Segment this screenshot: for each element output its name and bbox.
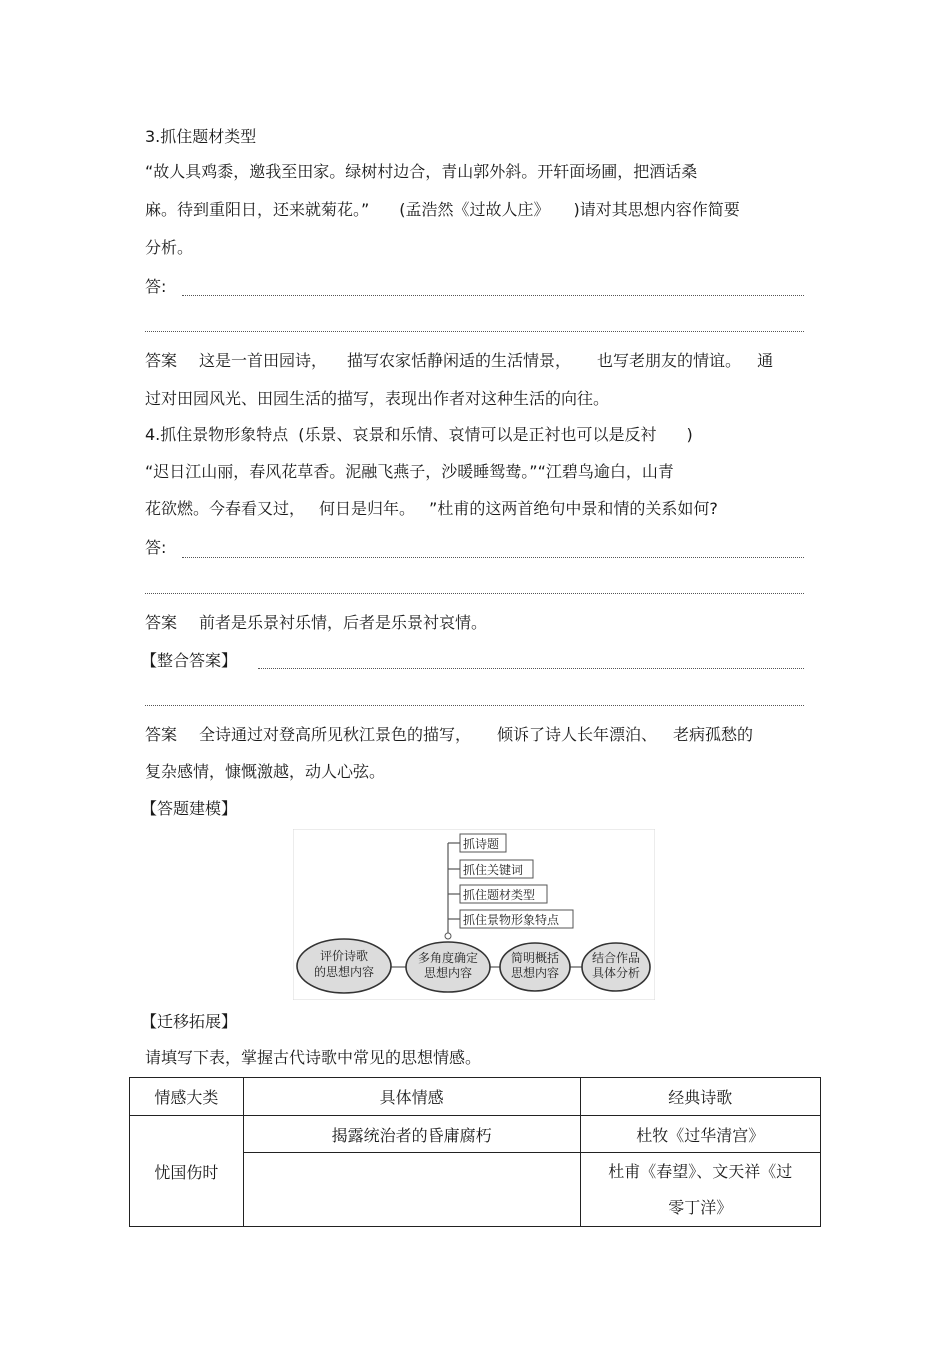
answer-text: 前者是乐景衬乐情，后者是乐景衬哀情。 xyxy=(199,613,488,632)
answer-blank-line[interactable] xyxy=(145,331,804,332)
section3-answer-line2: 过对田园风光、田园生活的描写，表现出作者对这种生活的向往。 xyxy=(145,389,610,408)
poem-text: 花欲燃。今春看又过， xyxy=(145,499,306,518)
question-text: ”杜甫的这两首绝句中景和情的关系如何? xyxy=(429,499,718,518)
heading-close: ) xyxy=(686,425,693,444)
node-evaluate-line1: 评价诗歌 xyxy=(319,949,369,963)
node-analyze-line2: 具体分析 xyxy=(591,966,641,980)
table-emotion-blank[interactable] xyxy=(243,1153,580,1227)
model-heading: 【答题建模】 xyxy=(141,799,238,818)
heading-text: 4.抓住景物形象特点 xyxy=(145,425,289,444)
branch-label: 抓住题材类型 xyxy=(463,888,536,902)
extension-intro: 请填写下表，掌握古代诗歌中常见的思想情感。 xyxy=(145,1048,482,1067)
section3-poem-line3: 分析。 xyxy=(145,238,194,257)
poem-source: (孟浩然《过故人庄》 xyxy=(399,200,550,219)
section3-answer-prompt: 答: xyxy=(145,277,167,296)
table-header-cell: 经典诗歌 xyxy=(580,1078,820,1116)
node-summarize-line1: 简明概括 xyxy=(510,951,560,965)
table-row xyxy=(130,1116,821,1153)
table-header-cell: 具体情感 xyxy=(243,1078,580,1116)
section4-answer-prompt: 答: xyxy=(145,538,167,557)
answer-blank-line[interactable] xyxy=(258,668,804,669)
branch-label: 抓住关键词 xyxy=(463,863,524,877)
answer-blank-line[interactable] xyxy=(182,295,804,296)
answer-text: 老病孤愁的 xyxy=(673,725,754,744)
emotion-table xyxy=(129,1077,821,1227)
answer-text: 全诗通过对登高所见秋江景色的描写， xyxy=(199,725,472,744)
section4-answer xyxy=(145,613,487,633)
poem-text: 麻。待到重阳日，还来就菊花。” xyxy=(145,200,370,219)
section3-poem-line2 xyxy=(145,200,740,220)
table-header-cell: 情感大类 xyxy=(130,1078,244,1116)
extension-heading: 【迁移拓展】 xyxy=(141,1012,238,1031)
question-text: )请对其思想内容作简要 xyxy=(573,200,740,219)
answer-text: 描写农家恬静闲适的生活情景， xyxy=(347,351,572,370)
node-determine-line2: 思想内容 xyxy=(423,966,473,980)
section4-poem-line1: “迟日江山丽，春风花草香。泥融飞燕子，沙暖睡鸳鸯。”“江碧鸟逾白，山青 xyxy=(145,462,674,481)
junction-dot xyxy=(445,933,451,939)
poem-line: 零丁洋》 xyxy=(668,1197,733,1217)
answer-label: 答案 xyxy=(145,351,178,370)
section3-heading: 3.抓住题材类型 xyxy=(145,127,257,146)
table-emotion-cell: 揭露统治者的昏庸腐朽 xyxy=(243,1116,580,1153)
heading-note: (乐景、哀景和乐情、哀情可以是正衬也可以是反衬 xyxy=(298,425,657,444)
answer-blank-line[interactable] xyxy=(182,557,804,558)
answer-text: 也写老朋友的情谊。 xyxy=(597,351,742,370)
branch-label: 抓住景物形象特点 xyxy=(463,913,560,927)
section3-poem-line1: “故人具鸡黍，邀我至田家。绿树村边合，青山郭外斜。开轩面场圃，把酒话桑 xyxy=(145,162,698,181)
table-category-cell: 忧国伤时 xyxy=(130,1116,244,1227)
node-determine-line1: 多角度确定 xyxy=(417,951,479,965)
poem-text: 何日是归年。 xyxy=(319,499,416,518)
integrated-answer-line2: 复杂感情，慷慨激越，动人心弦。 xyxy=(145,762,386,781)
answer-blank-line[interactable] xyxy=(145,593,804,594)
answer-model-diagram xyxy=(293,829,655,1000)
answer-label: 答案 xyxy=(145,613,178,632)
section3-answer-line1 xyxy=(145,351,773,371)
node-evaluate-line2: 的思想内容 xyxy=(313,965,375,979)
answer-label: 答案 xyxy=(145,725,178,744)
integrated-heading: 【整合答案】 xyxy=(141,651,238,670)
node-analyze-line1: 结合作品 xyxy=(591,951,641,965)
table-poem-cell: 杜牧《过华清宫》 xyxy=(580,1116,820,1153)
branch-label: 抓诗题 xyxy=(463,837,500,851)
answer-blank-line[interactable] xyxy=(145,705,804,706)
integrated-answer-line1 xyxy=(145,725,753,745)
table-poem-cell xyxy=(580,1153,820,1227)
section4-heading xyxy=(145,425,693,445)
table-header-row xyxy=(130,1078,821,1116)
section4-poem-line2 xyxy=(145,499,718,519)
poem-line: 杜甫《春望》、文天祥《过 xyxy=(608,1161,793,1181)
node-summarize-line2: 思想内容 xyxy=(510,966,560,980)
answer-text: 倾诉了诗人长年漂泊、 xyxy=(497,725,658,744)
answer-text: 这是一首田园诗， xyxy=(199,351,328,370)
answer-text: 通 xyxy=(757,351,774,370)
